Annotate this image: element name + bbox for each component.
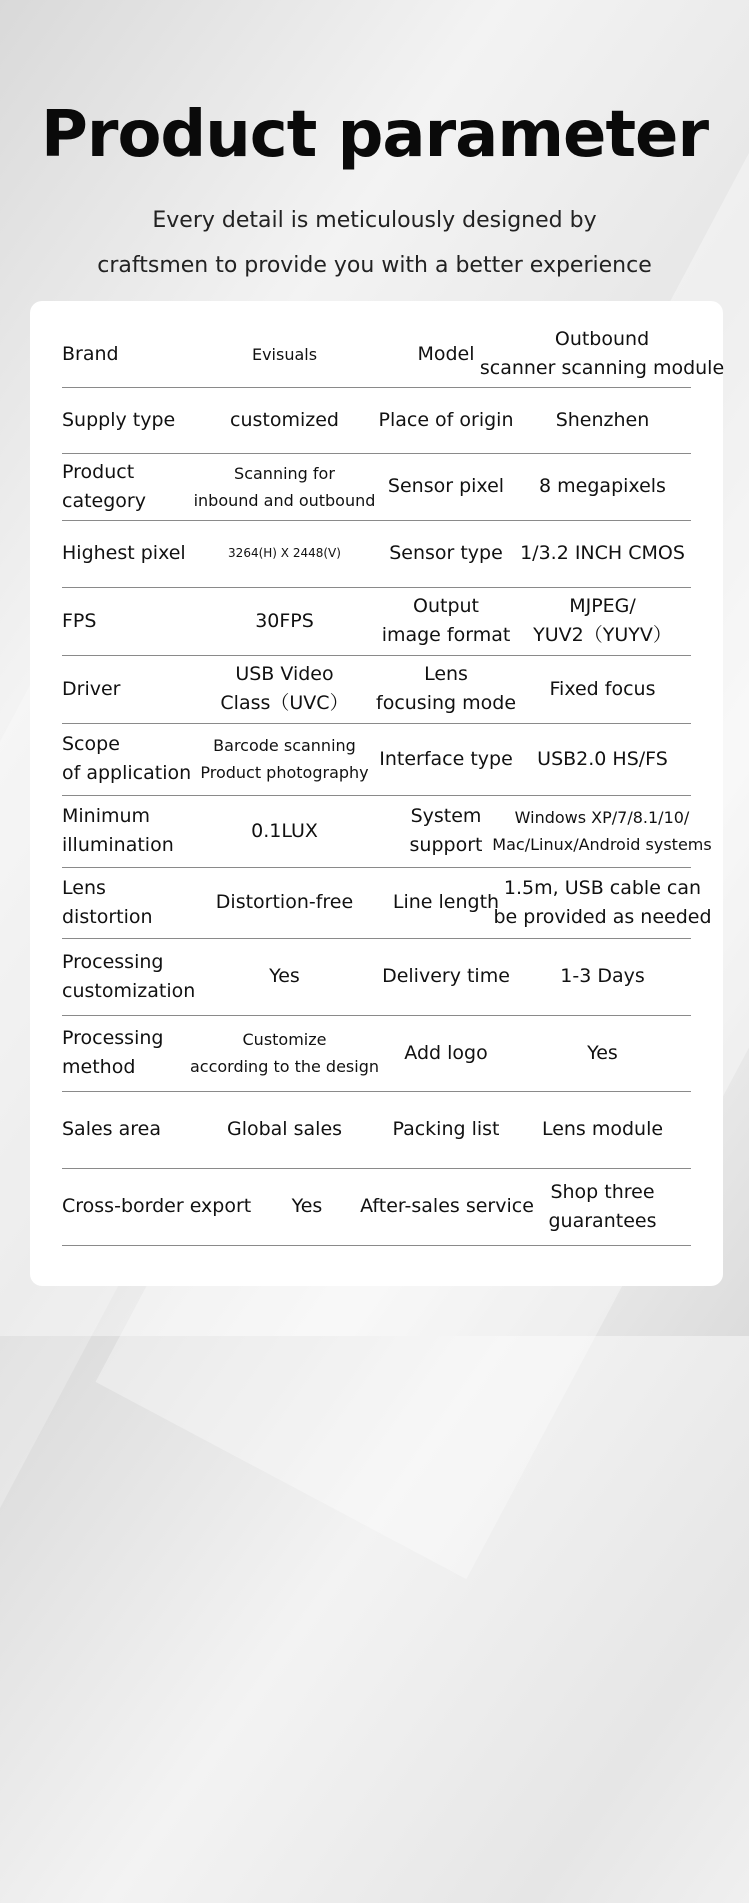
- param-label: [62, 1168, 277, 1245]
- param-value: [187, 520, 382, 587]
- param-text: Processing customization: [62, 950, 196, 1002]
- param-label: [380, 1091, 512, 1168]
- param-label: [62, 795, 187, 867]
- param-text: Yes: [587, 1041, 618, 1064]
- param-value: [514, 587, 691, 655]
- param-text: Product category: [62, 460, 146, 512]
- param-text: Yes: [291, 1195, 323, 1217]
- param-text: Barcode scanning Product photography: [200, 736, 369, 782]
- param-label: [62, 387, 187, 453]
- param-text: Lens focusing mode: [376, 663, 517, 714]
- param-value: [187, 938, 382, 1015]
- param-value: [272, 1168, 342, 1245]
- subtitle-line: craftsmen to provide you with a better experience: [97, 253, 652, 278]
- param-value: [187, 1015, 382, 1091]
- param-label: [62, 321, 187, 387]
- param-text: MJPEG/ YUV2（YUYV）: [533, 595, 672, 646]
- param-text: FPS: [62, 609, 97, 632]
- param-label: [62, 587, 187, 655]
- param-value: [187, 387, 382, 453]
- param-value: [187, 795, 382, 867]
- param-text: 8 megapixels: [539, 475, 666, 497]
- param-label: [62, 1015, 187, 1091]
- param-value: [514, 1091, 691, 1168]
- param-value: [514, 453, 691, 520]
- parameter-row: [62, 655, 691, 724]
- param-text: 30FPS: [255, 609, 314, 632]
- param-text: Sensor pixel: [387, 475, 505, 497]
- param-label: [62, 520, 187, 587]
- param-text: Line length: [392, 891, 500, 913]
- param-text: Outbound scanner scanning module: [479, 328, 725, 379]
- param-text: Scope of application: [62, 733, 192, 784]
- param-text: Yes: [269, 965, 300, 987]
- parameter-row: [62, 795, 712, 868]
- param-label: [380, 1015, 512, 1091]
- param-label: [380, 387, 512, 453]
- param-text: Lens module: [541, 1118, 664, 1140]
- param-text: Distortion-free: [215, 891, 354, 913]
- param-label: [62, 867, 187, 938]
- param-label: [62, 723, 192, 795]
- param-text: Shenzhen: [555, 408, 650, 431]
- parameter-row: [62, 520, 691, 588]
- param-text: Packing list: [392, 1118, 500, 1140]
- param-value: [472, 321, 732, 387]
- param-value: [187, 723, 382, 795]
- parameter-row: [62, 723, 691, 796]
- param-label: [380, 723, 512, 795]
- param-value: [187, 1091, 382, 1168]
- parameter-card: [30, 301, 723, 1286]
- param-value: [187, 453, 382, 520]
- param-value: [514, 655, 691, 723]
- param-text: Delivery time: [382, 965, 510, 987]
- param-text: customized: [230, 408, 339, 431]
- param-label: [62, 655, 187, 723]
- parameter-row: [62, 938, 691, 1016]
- param-label: [376, 655, 517, 723]
- param-value: [187, 587, 382, 655]
- param-text: 1.5m, USB cable can be provided as needed: [493, 876, 712, 928]
- param-text: Customize according to the design: [189, 1030, 380, 1076]
- param-text: Shop three guarantees: [548, 1180, 657, 1232]
- param-label: [380, 938, 512, 1015]
- param-text: Scanning for inbound and outbound: [193, 463, 376, 510]
- param-text: Processing method: [62, 1027, 164, 1078]
- page-subtitle: [0, 198, 749, 288]
- param-text: Model: [417, 342, 475, 365]
- param-text: USB Video Class（UVC）: [220, 663, 349, 714]
- param-text: Output image format: [381, 595, 511, 646]
- param-text: Sales area: [62, 1118, 161, 1140]
- param-text: 3264(H) X 2448(V): [228, 546, 341, 560]
- param-value: [187, 867, 382, 938]
- param-text: Sensor type: [389, 542, 503, 564]
- param-text: Global sales: [226, 1118, 343, 1140]
- parameter-row: [62, 321, 725, 388]
- parameter-row: [62, 587, 691, 656]
- param-text: Lens distortion: [62, 876, 153, 928]
- param-text: Supply type: [62, 408, 176, 431]
- param-text: Interface type: [379, 747, 513, 770]
- parameter-row: [62, 1091, 691, 1169]
- param-text: 1-3 Days: [560, 965, 645, 987]
- param-text: System support: [409, 805, 483, 856]
- param-text: Place of origin: [378, 408, 514, 431]
- param-label: [62, 1091, 187, 1168]
- param-label: [380, 867, 512, 938]
- param-label: [380, 453, 512, 520]
- param-value: [493, 867, 712, 938]
- subtitle-line: Every detail is meticulously designed by: [152, 208, 597, 233]
- param-label: [62, 453, 187, 520]
- param-value: [514, 938, 691, 1015]
- param-text: Cross-border export: [62, 1195, 252, 1217]
- param-label: [62, 938, 196, 1015]
- parameter-row: [62, 867, 712, 939]
- param-text: Fixed focus: [549, 677, 656, 700]
- param-value: [187, 321, 382, 387]
- param-text: Highest pixel: [62, 542, 186, 564]
- param-text: Windows XP/7/8.1/10/ Mac/Linux/Android systems: [492, 808, 712, 854]
- param-text: 0.1LUX: [251, 819, 318, 842]
- param-label: [380, 520, 512, 587]
- param-value: [514, 520, 691, 587]
- param-value: [187, 655, 382, 723]
- param-text: Evisuals: [251, 344, 318, 364]
- param-value: [467, 795, 737, 867]
- param-value: [514, 723, 691, 795]
- param-text: 1/3.2 INCH CMOS: [520, 542, 685, 564]
- parameter-row: [62, 1015, 691, 1092]
- page-title: Product parameter: [40, 98, 709, 172]
- param-text: Driver: [62, 677, 121, 700]
- param-text: Add logo: [404, 1041, 488, 1064]
- parameter-row: [62, 1168, 691, 1246]
- param-label: [380, 587, 512, 655]
- param-text: After-sales service: [360, 1195, 534, 1217]
- param-value: [514, 387, 691, 453]
- parameter-row: [62, 453, 691, 521]
- param-value: [514, 1015, 691, 1091]
- param-text: USB2.0 HS/FS: [537, 747, 668, 770]
- param-text: Minimum illumination: [62, 805, 174, 856]
- param-text: Brand: [62, 342, 119, 365]
- param-value: [514, 1168, 691, 1245]
- parameter-row: [62, 387, 691, 454]
